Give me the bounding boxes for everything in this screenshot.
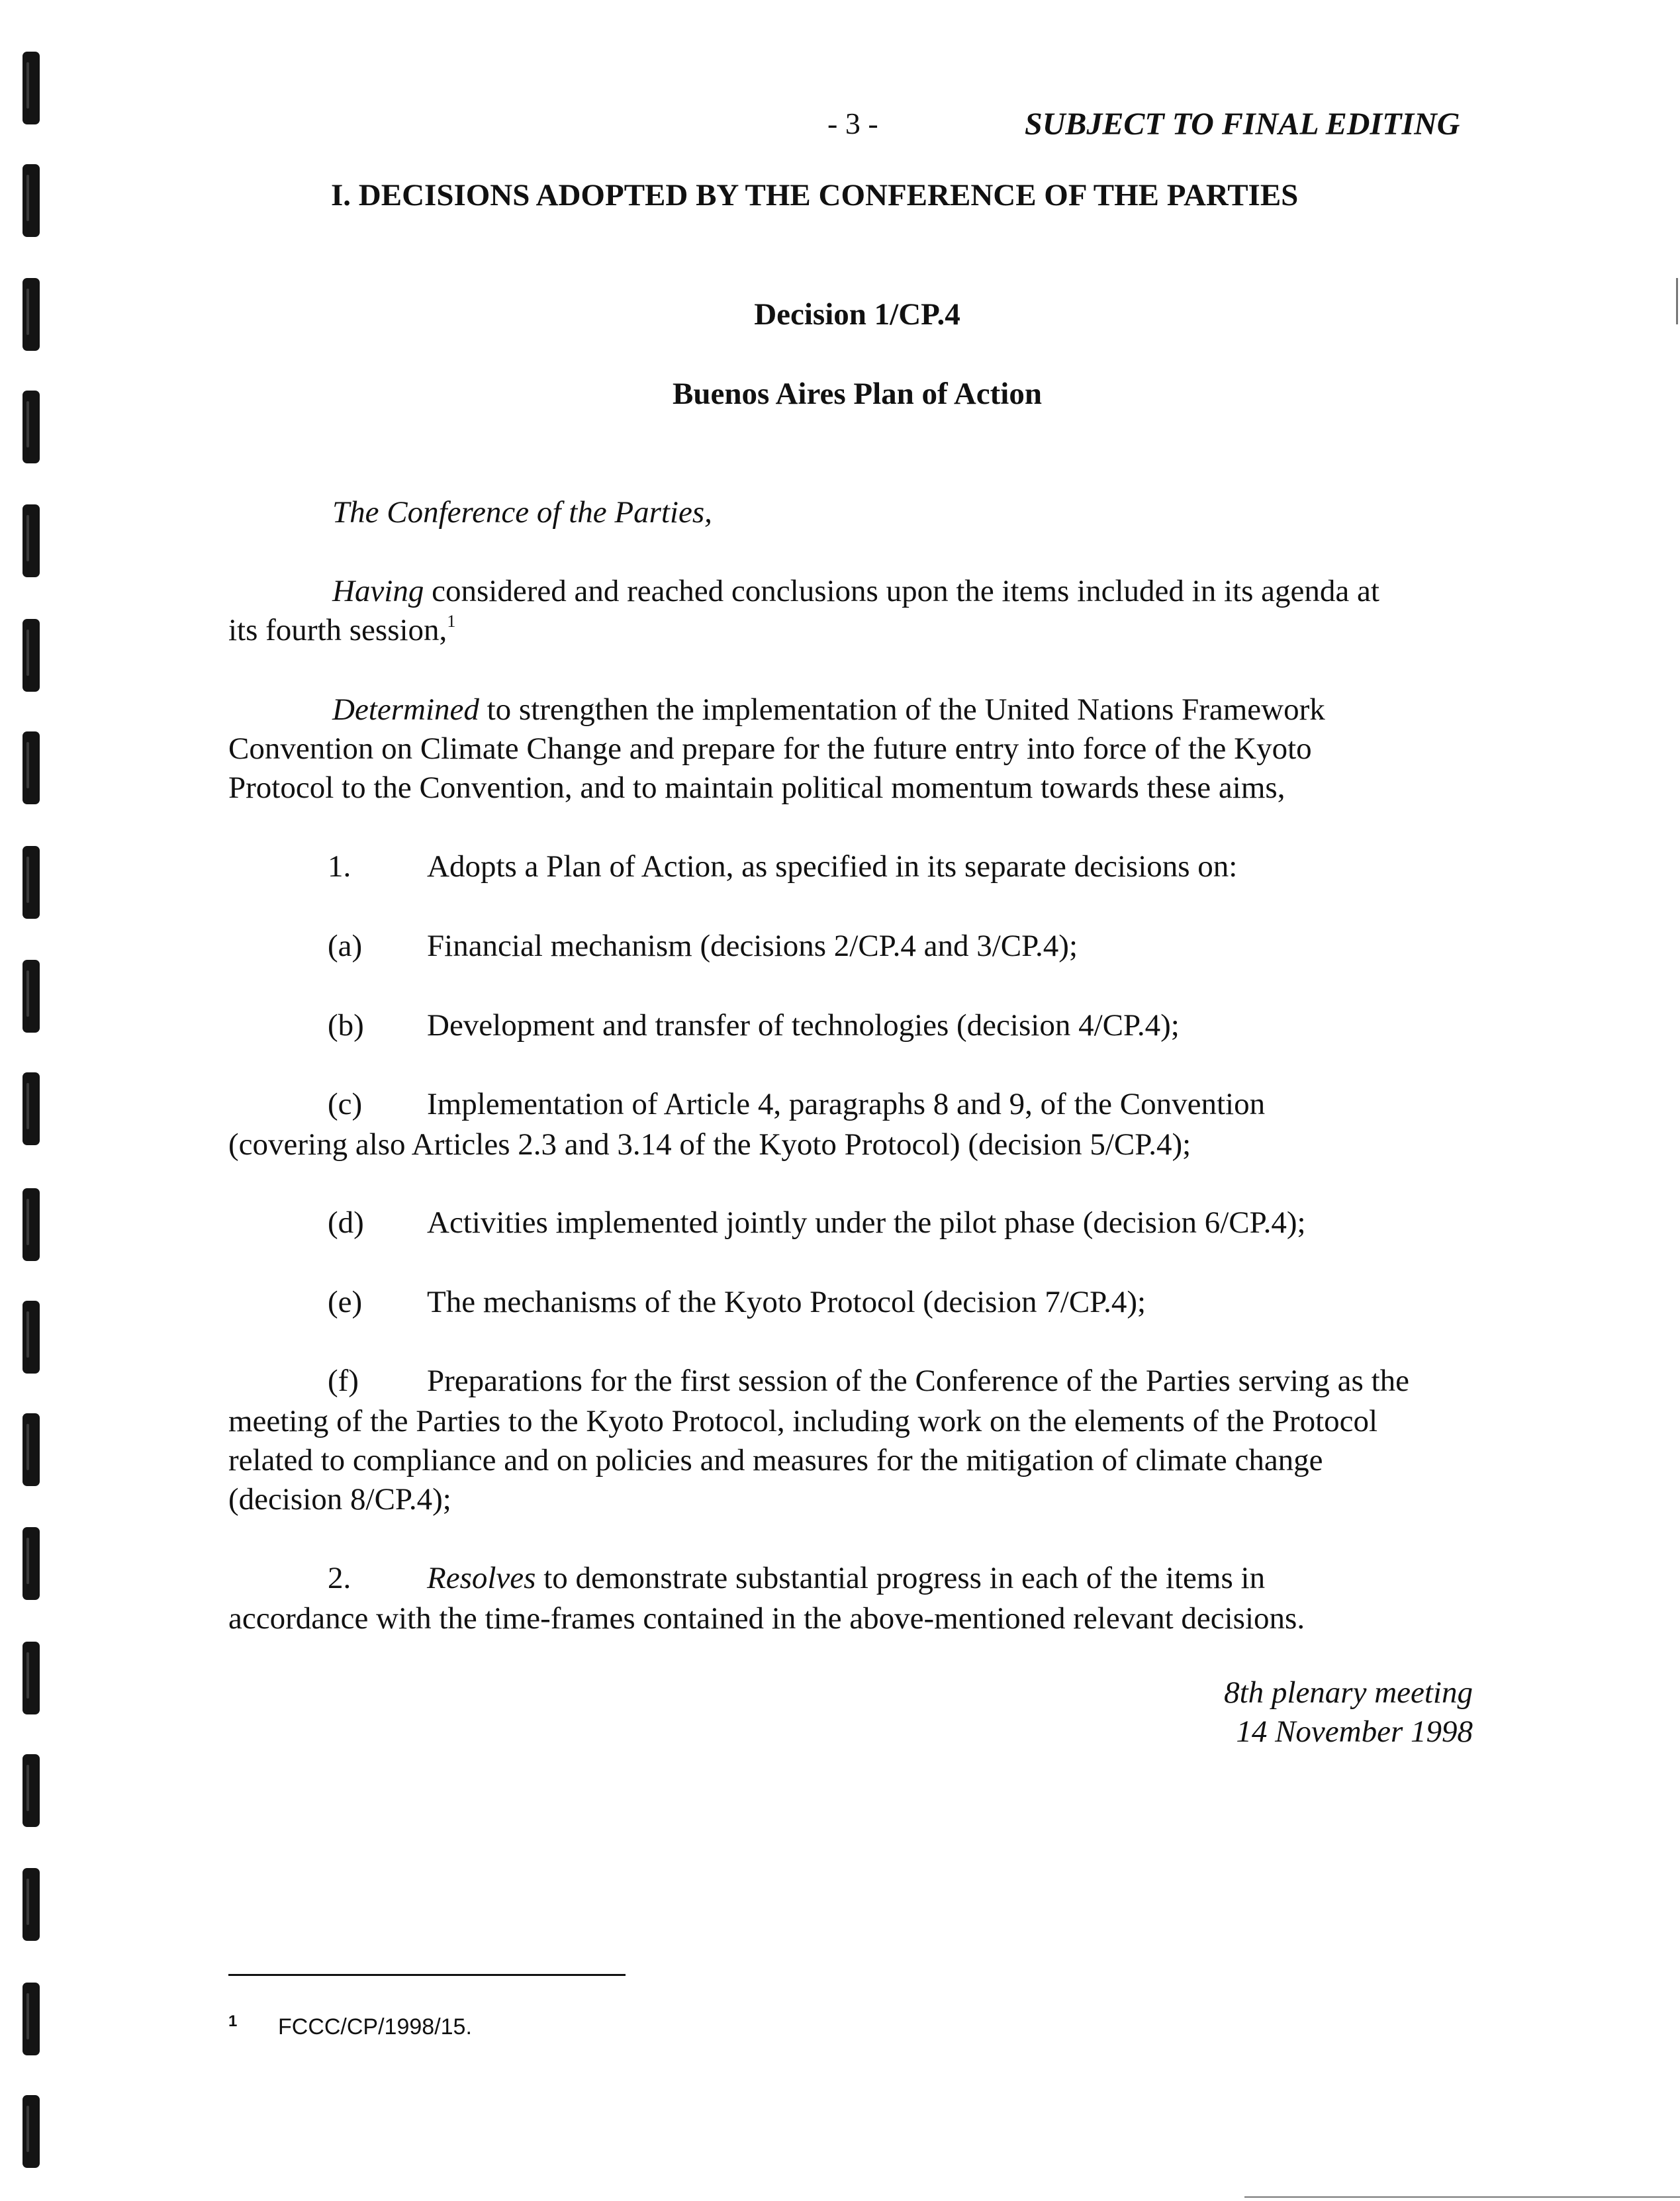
binder-mark xyxy=(23,619,40,692)
item-text: Activities implemented jointly under the pilot phase (decision 6/CP.4); xyxy=(427,1205,1306,1240)
list-item-c-continuation: (covering also Articles 2.3 and 3.14 of the Kyoto Protocol) (decision 5/CP.4); xyxy=(228,1127,1191,1162)
binder-mark xyxy=(23,1413,40,1486)
item-text: Financial mechanism (decisions 2/CP.4 and 3/CP.4); xyxy=(427,929,1078,963)
binder-mark xyxy=(23,1072,40,1145)
binder-mark xyxy=(23,960,40,1033)
binder-mark xyxy=(23,1754,40,1827)
meeting-signature xyxy=(1224,1673,1473,1752)
item-label: (d) xyxy=(328,1205,364,1240)
binder-mark xyxy=(23,52,40,124)
paragraph-text: to demonstrate substantial progress in each of the items in xyxy=(536,1561,1266,1595)
paragraph-line: Protocol to the Convention, and to maintain political momentum towards these aims, xyxy=(228,771,1285,805)
list-item-d xyxy=(328,1205,1306,1241)
paragraph-text: its fourth session, xyxy=(228,613,447,647)
binder-mark xyxy=(23,1301,40,1374)
operative-paragraph-1 xyxy=(328,849,1237,884)
scan-edge-line xyxy=(1244,2196,1680,2198)
binder-mark xyxy=(23,731,40,804)
operative-paragraph-2-continuation: accordance with the time-frames contained in the above-mentioned relevant decisions. xyxy=(228,1601,1305,1636)
item-text: The mechanisms of the Kyoto Protocol (decision 7/CP.4); xyxy=(427,1285,1146,1319)
section-title: I. DECISIONS ADOPTED BY THE CONFERENCE OF THE PARTIES xyxy=(331,178,1299,212)
preamble-actor: The Conference of the Parties, xyxy=(332,495,712,530)
page-number: - 3 - xyxy=(827,107,878,140)
binder-mark xyxy=(23,1868,40,1941)
item-label: (e) xyxy=(328,1285,363,1319)
meeting-date: 14 November 1998 xyxy=(1236,1714,1473,1749)
editing-status: SUBJECT TO FINAL EDITING xyxy=(1025,107,1460,142)
item-text: Implementation of Article 4, paragraphs 8 and 9, of the Convention xyxy=(427,1087,1266,1121)
paragraph-line: (decision 8/CP.4); xyxy=(228,1482,451,1517)
binder-mark xyxy=(23,2095,40,2168)
lead-word: Determined xyxy=(332,692,479,727)
footnote-reference: 1 xyxy=(447,612,456,631)
preamble-having xyxy=(228,572,1486,650)
item-label: (c) xyxy=(328,1087,363,1121)
paragraph-number: 2. xyxy=(328,1561,351,1595)
binder-mark xyxy=(23,1983,40,2055)
binder-mark xyxy=(23,504,40,577)
paragraph-line: Convention on Climate Change and prepare for the future entry into force of the Kyoto xyxy=(228,731,1312,766)
paragraph-line xyxy=(228,690,1486,729)
footnote-mark: 1 xyxy=(228,2012,238,2030)
paragraph-text: Adopts a Plan of Action, as specified in its separate decisions on: xyxy=(427,849,1238,884)
decision-number: Decision 1/CP.4 xyxy=(754,297,960,332)
lead-word: Resolves xyxy=(427,1561,536,1595)
item-text: Development and transfer of technologies (decision 4/CP.4); xyxy=(427,1008,1180,1043)
item-label: (b) xyxy=(328,1008,364,1043)
list-item-f-continuation xyxy=(228,1402,1486,1519)
paragraph-line xyxy=(228,572,1486,611)
list-item-e xyxy=(328,1284,1146,1320)
plenary-meeting: 8th plenary meeting xyxy=(1224,1675,1473,1710)
binder-mark xyxy=(23,164,40,237)
paragraph-number: 1. xyxy=(328,849,351,884)
paragraph-line: related to compliance and on policies and measures for the mitigation of climate change xyxy=(228,1443,1323,1477)
list-item-f xyxy=(328,1363,1409,1399)
item-label: (f) xyxy=(328,1364,359,1398)
item-text: Preparations for the first session of the Conference of the Parties serving as the xyxy=(427,1364,1409,1398)
operative-paragraph-2 xyxy=(328,1560,1265,1596)
list-item-c xyxy=(328,1086,1265,1122)
paragraph-line: meeting of the Parties to the Kyoto Protocol, including work on the elements of the Protocol xyxy=(228,1404,1378,1438)
list-item-b xyxy=(328,1007,1180,1043)
footnote-separator xyxy=(228,1974,626,1976)
binder-mark xyxy=(23,1188,40,1261)
binder-mark xyxy=(23,1527,40,1600)
paragraph-text: to strengthen the implementation of the United Nations Framework xyxy=(479,692,1325,727)
preamble-determined xyxy=(228,690,1486,808)
list-item-a xyxy=(328,928,1078,964)
binder-mark xyxy=(23,846,40,919)
decision-title: Buenos Aires Plan of Action xyxy=(673,377,1042,411)
paragraph-line xyxy=(228,611,1486,650)
footnote-text: FCCC/CP/1998/15. xyxy=(278,2014,472,2039)
footnote xyxy=(228,2012,472,2040)
item-label: (a) xyxy=(328,929,363,963)
binder-mark xyxy=(23,1642,40,1714)
paragraph-text: considered and reached conclusions upon the items included in its agenda at xyxy=(424,574,1379,608)
lead-word: Having xyxy=(332,574,424,608)
